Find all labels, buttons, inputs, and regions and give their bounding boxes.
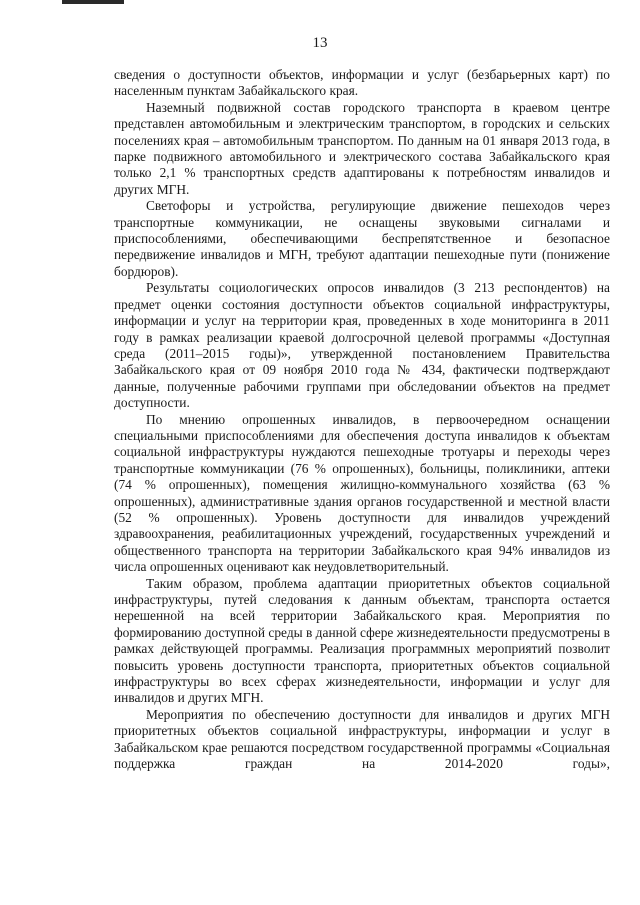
body-paragraph: Мероприятия по обеспечению доступности для инвалидов и других МГН приоритетных объектов социальной инфраструктуры, информации и услуг в Забайкальском крае решаются посредством государственной программы «Социальная поддержка граждан на 2014-2020 годы», [114, 706, 610, 772]
body-paragraph: сведения о доступности объектов, информации и услуг (безбарьерных карт) по населенным пунктам Забайкальского края. [114, 67, 610, 99]
body-paragraph: Результаты социологических опросов инвалидов (3 213 респондентов) на предмет оценки состояния доступности объектов социальной инфраструктуры, информации и услуг на территории края, проведенных в ходе мониторинга в 2011 году в рамках реализации краевой долгосрочной целевой программы «Доступная среда (2011–2015 годы)», утвержденной постановлением Правительства Забайкальского края от 09 ноября 2010 года № 434, фактически подтверждают данные, полученные рабочими группами при обследовании объектов на предмет доступности. [114, 280, 610, 411]
body-paragraph: Таким образом, проблема адаптации приоритетных объектов социальной инфраструктуры, путей следования к данным объектам, транспорта остается нерешенной на всей территории Забайкальского края. Мероприятия по формированию доступной среды в данной сфере жизнедеятельности предусмотрены в рамках действующей программы. Реализация программных мероприятий позволит повысить уровень доступности транспорта, приоритетных объектов социальной инфраструктуры во всех сферах жизнедеятельности, информации и услуг для инвалидов и других МГН. [114, 575, 610, 706]
body-paragraph: Наземный подвижной состав городского транспорта в краевом центре представлен автомобильным и электрическим транспортом, в городских и сельских поселениях края – автомобильным транспортом. По данным на 01 января 2013 года, в парке подвижного автомобильного и электрического состава Забайкальского края только 2,1 % транспортных средств адаптированы к потребностям инвалидов и других МГН. [114, 99, 610, 197]
body-paragraph: Светофоры и устройства, регулирующие движение пешеходов через транспортные коммуникации, не оснащены звуковыми сигналами и приспособлениями, обеспечивающими беспрепятственное и безопасное передвижение инвалидов и МГН, требуют адаптации пешеходные пути (понижение бордюров). [114, 198, 610, 279]
scan-edge-mark [62, 0, 124, 4]
page-number: 13 [312, 35, 328, 51]
document-body [114, 67, 610, 772]
body-paragraph: По мнению опрошенных инвалидов, в первоочередном оснащении специальными приспособлениями для обеспечения доступа инвалидов к объектам социальной инфраструктуры нуждаются пешеходные тротуары и переходы через транспортные коммуникации (76 % опрошенных), больницы, поликлиники, аптеки (74 % опрошенных), помещения жилищно-коммунального хозяйства (63 % опрошенных), административные здания органов государственной и местной власти (52 % опрошенных). Уровень доступности для инвалидов учреждений здравоохранения, реабилитационных учреждений, государственных учреждений и общественного транспорта на территории Забайкальского края 94% инвалидов из числа опрошенных оценивают как неудовлетворительный. [114, 411, 610, 575]
